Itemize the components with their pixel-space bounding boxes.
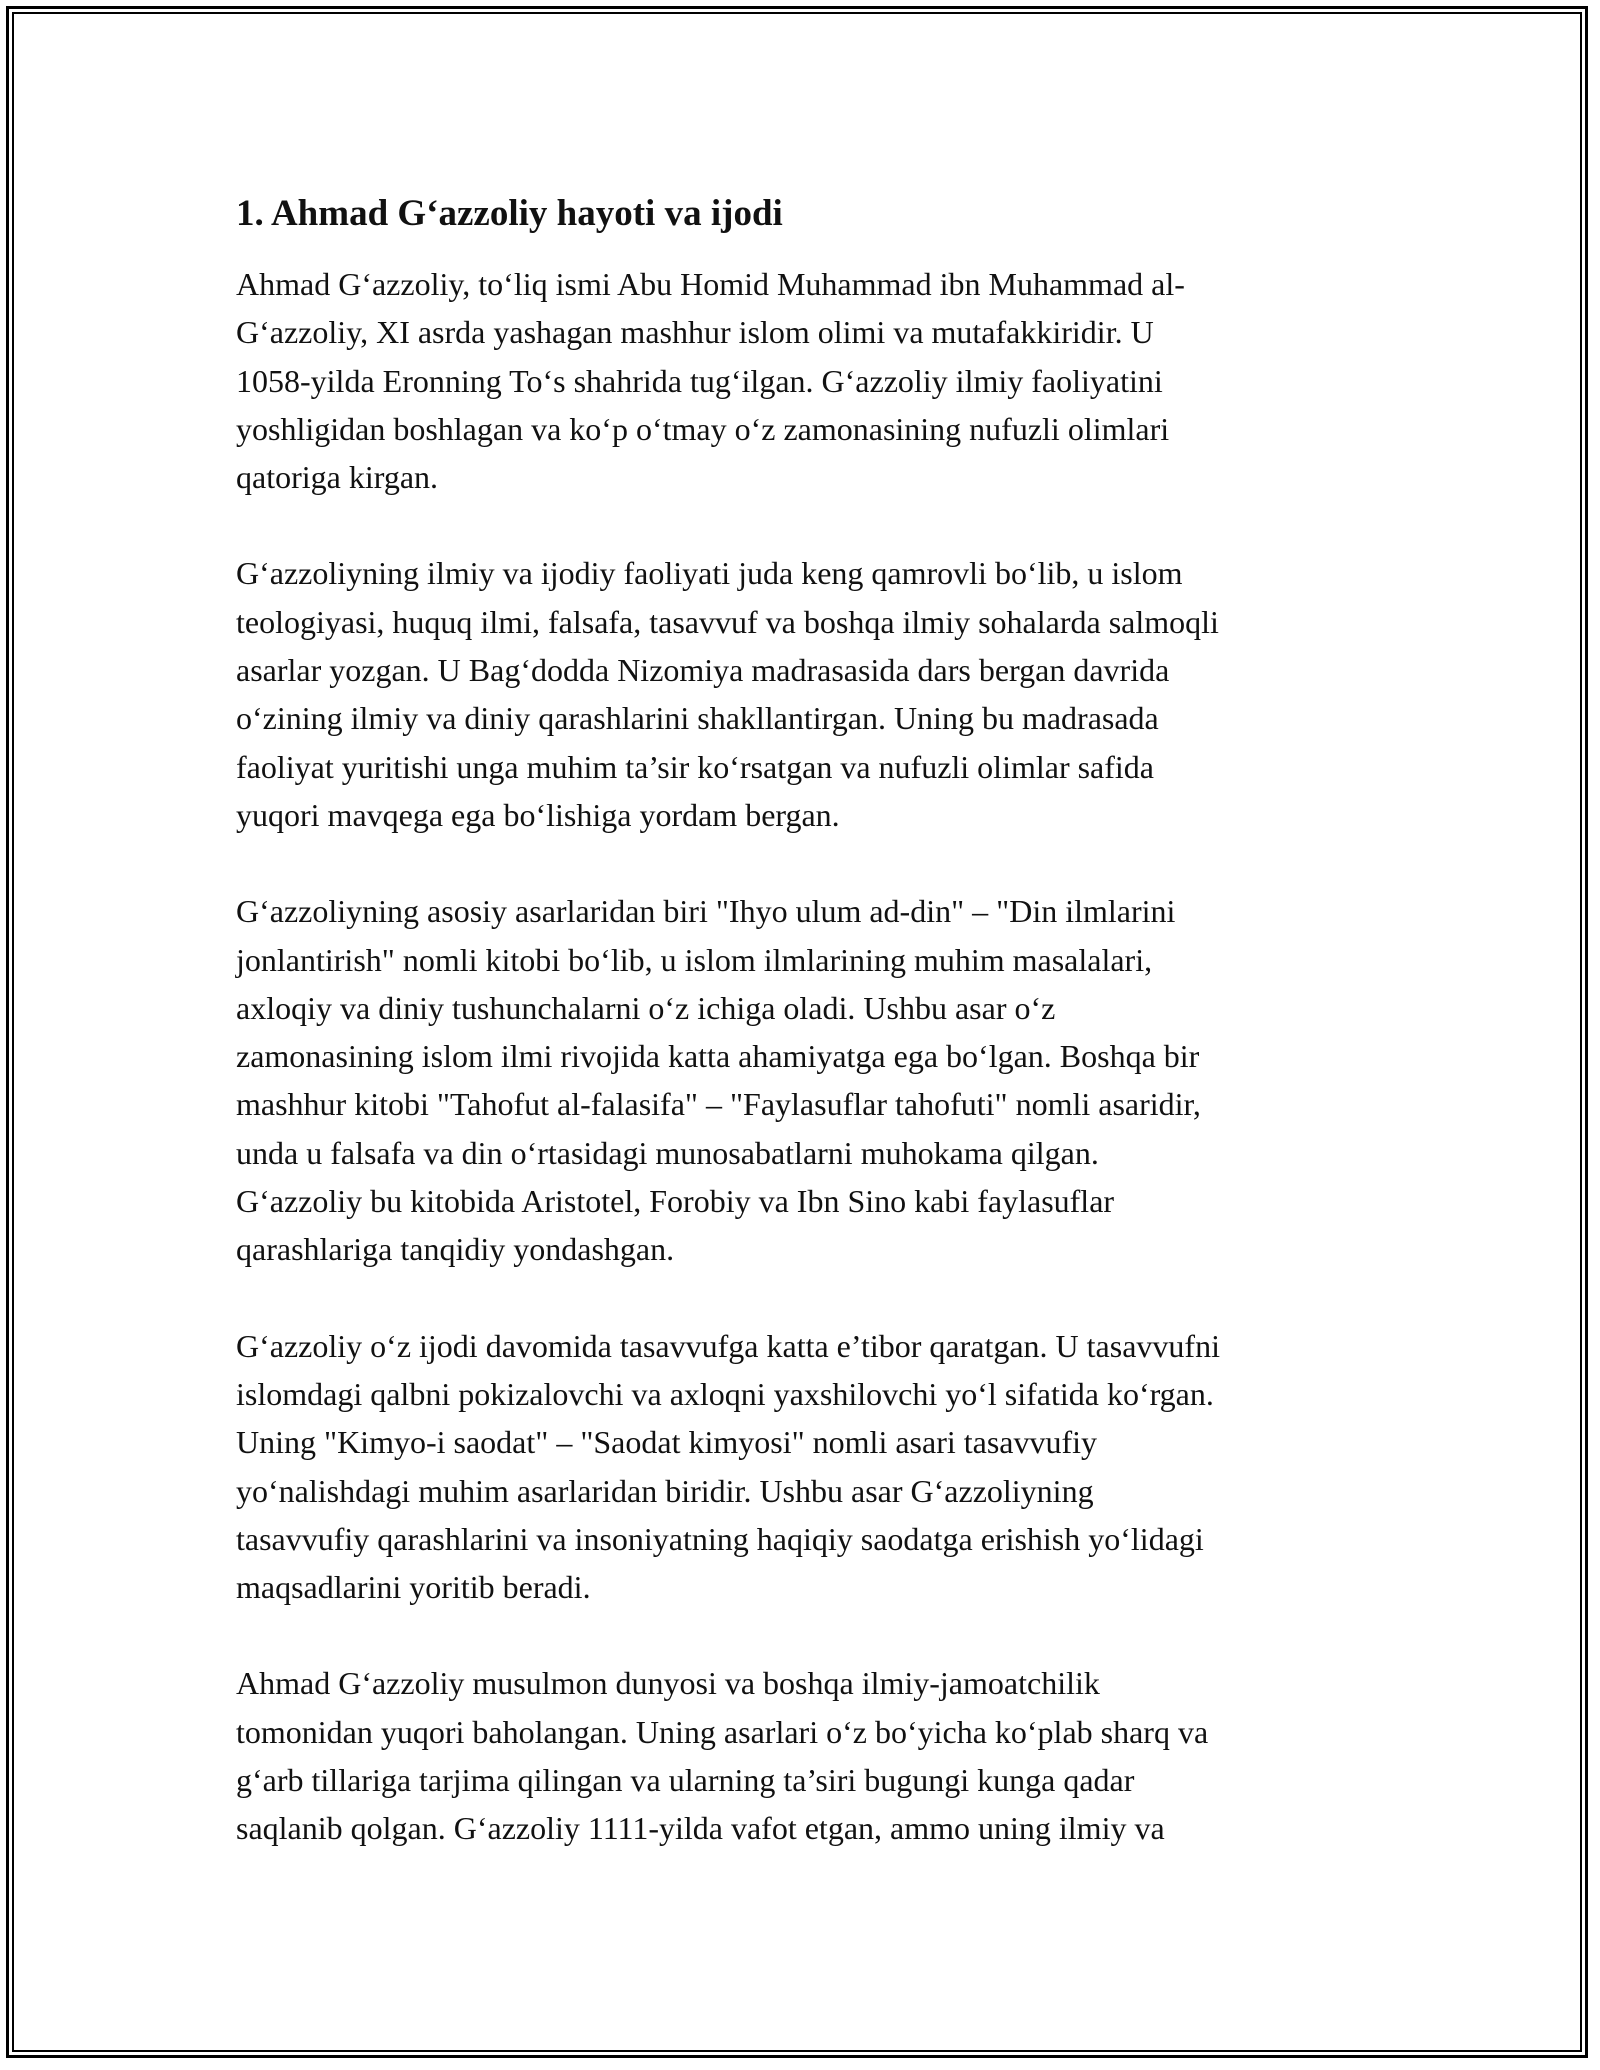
paragraph-3: G‘azzoliyning asosiy asarlaridan biri "Ihyo ulum ad-din" – "Din ilmlarini jonlantirish" nomli kitobi bo‘lib, u islom ilmlarining muhim masalalari, axloqiy va diniy tushunchalarni o‘z ichiga oladi. Ushbu asar o‘z zamonasining islom ilmi rivojida katta ahamiyatga ega bo‘lgan. Boshqa bir mashhur kitobi "Tahofut al-falasifa" – "Faylasuflar tahofuti" nomli asaridir, unda u falsafa va din o‘rtasidagi munosabatlarni muhokama qilgan. G‘azzoliy bu kitobida Aristotel, Forobiy va Ibn Sino kabi faylasuflar qarashlariga tanqidiy yondashgan. [236, 893, 1201, 1268]
document-body [236, 188, 1366, 1901]
paragraph-5: Ahmad G‘azzoliy musulmon dunyosi va boshqa ilmiy-jamoatchilik tomonidan yuqori baholangan. Uning asarlari o‘z bo‘yicha ko‘plab sharq va g‘arb tillariga tarjima qilingan va ularning ta’siri bugungi kunga qadar saqlanib qolgan. G‘azzoliy 1111-yilda vafot etgan, ammo uning ilmiy va [236, 1665, 1209, 1847]
paragraph-4: G‘azzoliy o‘z ijodi davomida tasavvufga katta e’tibor qaratgan. U tasavvufni islomdagi qalbni pokizalovchi va axloqni yaxshilovchi yo‘l sifatida ko‘rgan. Uning "Kimyo-i saodat" – "Saodat kimyosi" nomli asari tasavvufiy yo‘nalishdagi muhim asarlaridan biridir. Ushbu asar G‘azzoliyning tasavvufiy qarashlarini va insoniyatning haqiqiy saodatga erishish yo‘lidagi maqsadlarini yoritib beradi. [236, 1327, 1220, 1606]
paragraph-2: G‘azzoliyning ilmiy va ijodiy faoliyati juda keng qamrovli bo‘lib, u islom teologiyasi, huquq ilmi, falsafa, tasavvuf va boshqa ilmiy sohalarda salmoqli asarlar yozgan. U Bag‘dodda Nizomiya madrasasida dars bergan davrida o‘zining ilmiy va diniy qarashlarini shakllantirgan. Uning bu madrasada faoliyat yuritishi unga muhim ta’sir ko‘rsatgan va nufuzli olimlar safida yuqori mavqega ega bo‘lishiga yordam bergan. [236, 555, 1219, 833]
paragraph-1: Ahmad G‘azzoliy, to‘liq ismi Abu Homid Muhammad ibn Muhammad al- G‘azzoliy, XI asrda yashagan mashhur islom olimi va mutafakkiridir. U 1058-yilda Eronning To‘s shahrida tug‘ilgan. G‘azzoliy ilmiy faoliyatini yoshligidan boshlagan va ko‘p o‘tmay o‘z zamonasining nufuzli olimlari qatoriga kirgan. [236, 266, 1185, 496]
section-heading: 1. Ahmad G‘azzoliy hayoti va ijodi [236, 193, 783, 234]
